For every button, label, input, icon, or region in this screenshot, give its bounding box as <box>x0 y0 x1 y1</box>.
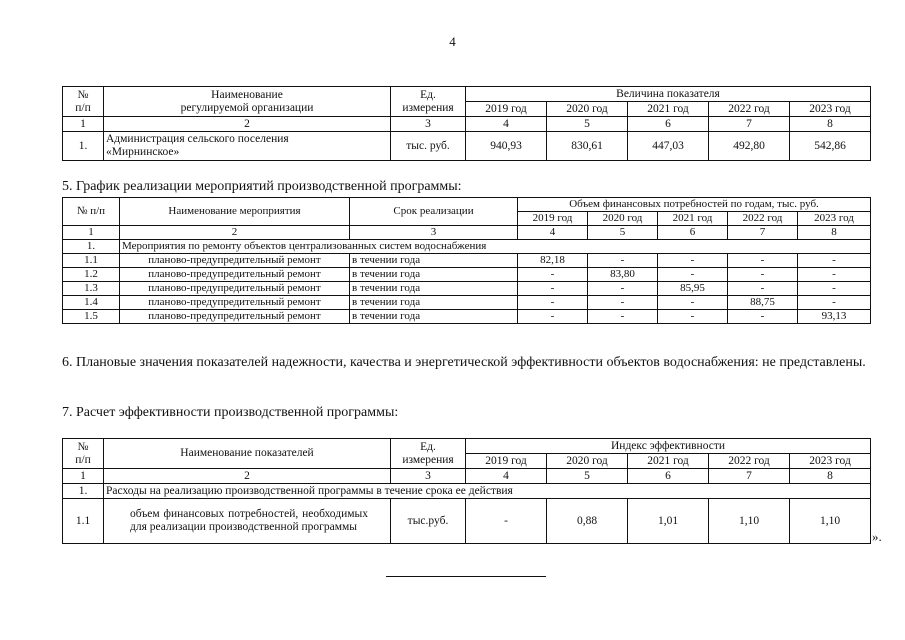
header-num: № п/п <box>63 87 104 117</box>
col-number: 1 <box>63 117 104 132</box>
term: в течении года <box>350 254 518 268</box>
table-row <box>63 310 871 324</box>
value-cell: - <box>798 282 871 296</box>
header-year: 2019 год <box>466 102 547 117</box>
efficiency-table <box>62 438 871 544</box>
header-indicator-name: Наименование показателей <box>104 439 391 469</box>
col-number: 1 <box>63 469 104 484</box>
term: в течении года <box>350 268 518 282</box>
value-cell: - <box>588 296 658 310</box>
header-year: 2019 год <box>518 212 588 226</box>
value-cell: - <box>798 268 871 282</box>
row-num: 1.4 <box>63 296 120 310</box>
term: в течении года <box>350 310 518 324</box>
table-row <box>63 268 871 282</box>
unit: тыс.руб. <box>391 499 466 544</box>
closing-quote: ». <box>872 529 882 544</box>
value-cell: 0,88 <box>547 499 628 544</box>
activity-name: планово-предупредительный ремонт <box>120 254 350 268</box>
activity-name: планово-предупредительный ремонт <box>120 296 350 310</box>
row-num: 1.1 <box>63 254 120 268</box>
value-cell: - <box>466 499 547 544</box>
header-num: № п/п <box>63 439 104 469</box>
col-number: 7 <box>728 226 798 240</box>
header-activity-name: Наименование мероприятия <box>120 198 350 226</box>
group-row <box>63 484 871 499</box>
header-year: 2021 год <box>628 102 709 117</box>
header-unit: Ед. измерения <box>391 87 466 117</box>
col-number: 3 <box>391 469 466 484</box>
table-row <box>63 282 871 296</box>
col-number: 4 <box>466 117 547 132</box>
col-number: 5 <box>547 117 628 132</box>
row-num: 1.1 <box>63 499 104 544</box>
value-cell: 542,86 <box>790 132 871 161</box>
col-number: 2 <box>104 469 391 484</box>
col-number: 4 <box>466 469 547 484</box>
value-cell: - <box>518 282 588 296</box>
value-cell: 83,80 <box>588 268 658 282</box>
value-cell: 85,95 <box>658 282 728 296</box>
col-number: 2 <box>120 226 350 240</box>
col-number: 8 <box>790 117 871 132</box>
section-5-title: 5. График реализации мероприятий производственной программы: <box>62 179 462 194</box>
section-7-title: 7. Расчет эффективности производственной программы: <box>62 405 399 420</box>
unit: тыс. руб. <box>391 132 466 161</box>
header-year: 2022 год <box>709 102 790 117</box>
value-cell: - <box>588 310 658 324</box>
header-indicator-value: Величина показателя <box>466 87 871 102</box>
row-num: 1.2 <box>63 268 120 282</box>
col-number: 4 <box>518 226 588 240</box>
value-cell: - <box>518 268 588 282</box>
value-cell: - <box>518 296 588 310</box>
term: в течении года <box>350 282 518 296</box>
header-unit: Ед. измерения <box>391 439 466 469</box>
header-year: 2020 год <box>547 454 628 469</box>
value-cell: - <box>798 296 871 310</box>
value-cell: 1,01 <box>628 499 709 544</box>
organization-indicator-table <box>62 86 871 161</box>
group-label: Расходы на реализацию производственной программы в течение срока ее действия <box>104 484 871 499</box>
header-year: 2020 год <box>547 102 628 117</box>
col-number: 6 <box>658 226 728 240</box>
col-number: 2 <box>104 117 391 132</box>
table-row <box>63 499 871 544</box>
indicator-name: объем финансовых потребностей, необходимых для реализации производственной программы <box>104 499 391 544</box>
header-year: 2019 год <box>466 454 547 469</box>
value-cell: - <box>728 282 798 296</box>
value-cell: 830,61 <box>547 132 628 161</box>
row-num: 1. <box>63 132 104 161</box>
value-cell: - <box>798 254 871 268</box>
header-year: 2022 год <box>709 454 790 469</box>
col-number: 5 <box>547 469 628 484</box>
value-cell: - <box>588 282 658 296</box>
value-cell: 492,80 <box>709 132 790 161</box>
header-efficiency-index: Индекс эффективности <box>466 439 871 454</box>
group-row <box>63 240 871 254</box>
col-number: 8 <box>798 226 871 240</box>
value-cell: 82,18 <box>518 254 588 268</box>
value-cell: 93,13 <box>798 310 871 324</box>
header-financial-volume: Объем финансовых потребностей по годам, тыс. руб. <box>518 198 871 212</box>
value-cell: 447,03 <box>628 132 709 161</box>
table-row <box>63 254 871 268</box>
header-year: 2023 год <box>790 102 871 117</box>
col-number: 3 <box>391 117 466 132</box>
header-year: 2020 год <box>588 212 658 226</box>
header-year: 2022 год <box>728 212 798 226</box>
page-number: 4 <box>449 34 456 49</box>
header-year: 2021 год <box>658 212 728 226</box>
activity-name: планово-предупредительный ремонт <box>120 310 350 324</box>
value-cell: - <box>588 254 658 268</box>
col-number: 5 <box>588 226 658 240</box>
header-year: 2023 год <box>798 212 871 226</box>
header-term: Срок реализации <box>350 198 518 226</box>
value-cell: - <box>658 254 728 268</box>
row-num: 1.3 <box>63 282 120 296</box>
header-org-name: Наименование регулируемой организации <box>104 87 391 117</box>
value-cell: - <box>728 254 798 268</box>
header-year: 2021 год <box>628 454 709 469</box>
value-cell: - <box>658 296 728 310</box>
activity-name: планово-предупредительный ремонт <box>120 268 350 282</box>
value-cell: 88,75 <box>728 296 798 310</box>
value-cell: 940,93 <box>466 132 547 161</box>
schedule-table <box>62 197 871 324</box>
footer-divider <box>386 576 546 577</box>
org-name: Администрация сельского поселения «Мирнинское» <box>104 132 391 161</box>
col-number: 6 <box>628 117 709 132</box>
header-num: № п/п <box>63 198 120 226</box>
col-number: 6 <box>628 469 709 484</box>
activity-name: планово-предупредительный ремонт <box>120 282 350 296</box>
term: в течении года <box>350 296 518 310</box>
value-cell: - <box>658 268 728 282</box>
table-row <box>63 296 871 310</box>
header-year: 2023 год <box>790 454 871 469</box>
col-number: 3 <box>350 226 518 240</box>
row-num: 1.5 <box>63 310 120 324</box>
value-cell: - <box>728 268 798 282</box>
col-number: 7 <box>709 117 790 132</box>
value-cell: - <box>728 310 798 324</box>
col-number: 7 <box>709 469 790 484</box>
col-number: 1 <box>63 226 120 240</box>
table-row <box>63 132 871 161</box>
section-6-text: 6. Плановые значения показателей надежности, качества и энергетической эффективности объектов водоснабжения: не представлены. <box>62 355 866 370</box>
row-num: 1. <box>63 240 120 254</box>
value-cell: 1,10 <box>790 499 871 544</box>
value-cell: - <box>518 310 588 324</box>
group-label: Мероприятия по ремонту объектов централизованных систем водоснабжения <box>120 240 871 254</box>
value-cell: 1,10 <box>709 499 790 544</box>
value-cell: - <box>658 310 728 324</box>
row-num: 1. <box>63 484 104 499</box>
col-number: 8 <box>790 469 871 484</box>
